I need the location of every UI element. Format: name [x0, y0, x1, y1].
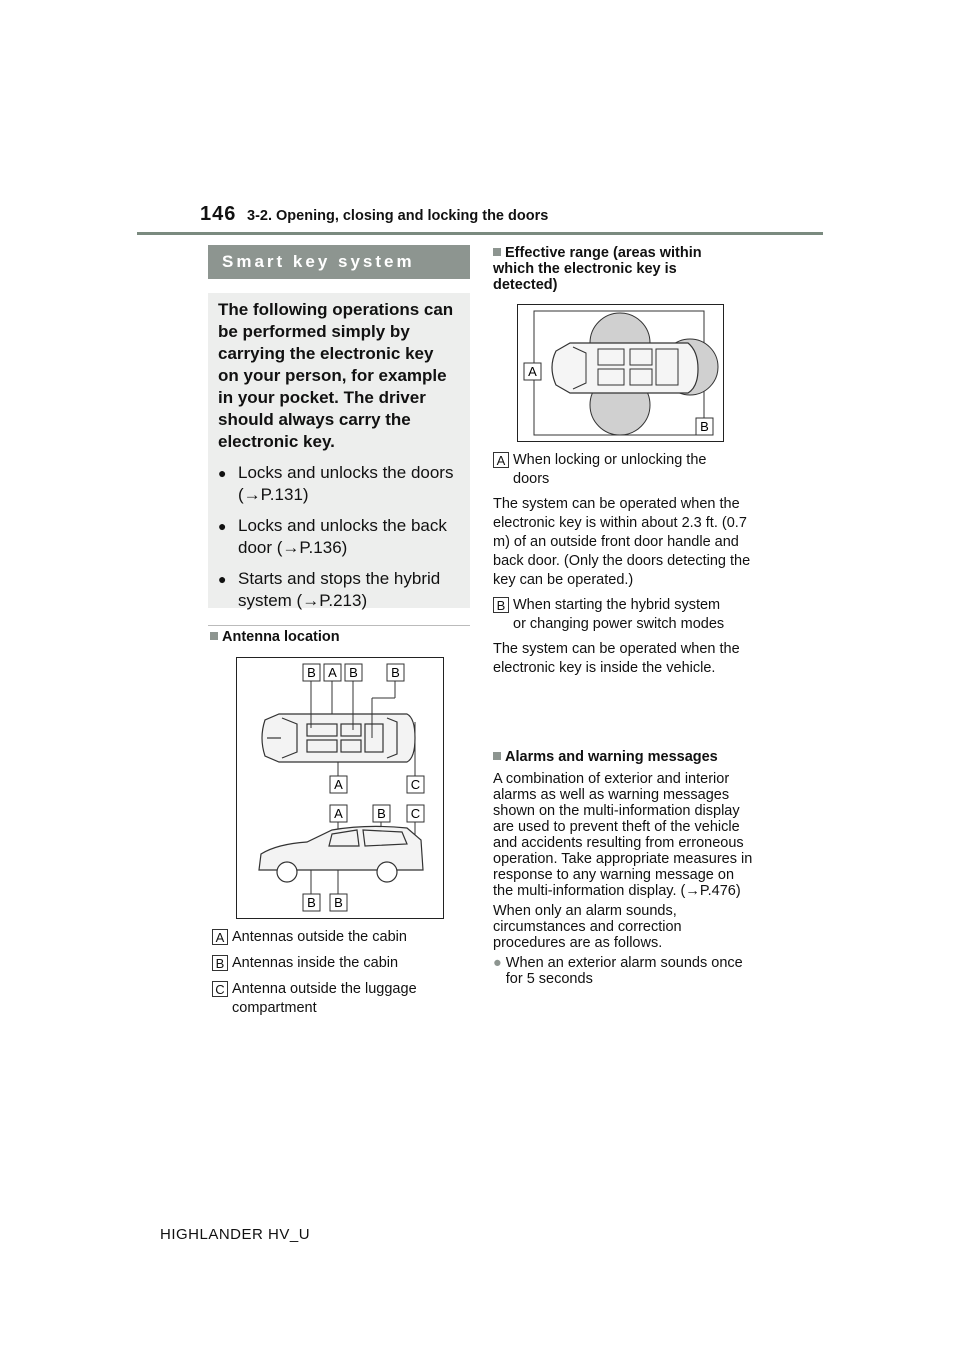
label-tag	[330, 776, 347, 793]
svg-text:A: A	[334, 806, 343, 821]
label-tag	[303, 894, 320, 911]
label-tag	[407, 805, 424, 822]
svg-text:B: B	[307, 895, 316, 910]
antenna-location-figure	[236, 657, 444, 919]
square-bullet-icon	[210, 632, 218, 640]
bullet-icon: ●	[218, 518, 227, 534]
bullet-icon: ●	[218, 571, 227, 587]
antenna-diagram	[237, 658, 443, 918]
bullet-text: Locks and unlocks the doors (→P.131)	[238, 463, 454, 504]
bullet-text: Starts and stops the hybrid system (→P.213)	[238, 569, 441, 610]
label-tag	[696, 418, 713, 435]
bullet-item	[218, 568, 458, 612]
page-number: 146	[200, 203, 237, 225]
label-tag: B	[493, 597, 509, 613]
label-tag	[330, 894, 347, 911]
label-tag	[345, 664, 362, 681]
legend-item	[212, 980, 472, 1018]
svg-text:B: B	[700, 419, 709, 434]
legend-text: When starting the hybrid system or changing power switch modes	[513, 597, 725, 632]
antenna-heading: Antenna location	[210, 630, 470, 645]
bullet-item	[218, 462, 458, 506]
svg-text:B: B	[391, 665, 400, 680]
legend-text: Antennas outside the cabin	[232, 929, 407, 945]
legend-text: When locking or unlocking the doors	[513, 452, 707, 487]
footer-model: HIGHLANDER HV_U	[160, 1226, 311, 1243]
paragraph: A combination of exterior and interior alarms as well as warning messages shown on the multi-information display are used to prevent theft of the vehicle and accidents resulting from erroneous operation. Take appropriate measures in response to any warning message on the multi-information display. (→P.476)	[493, 771, 753, 899]
svg-text:C: C	[410, 777, 421, 792]
svg-text:B: B	[377, 806, 386, 821]
range-heading: Effective range (areas within which the electronic key is detected)	[493, 245, 702, 293]
intro-box	[208, 293, 470, 608]
legend-text: Antenna outside the luggage compartment	[232, 981, 417, 1016]
paragraph: When only an alarm sounds, circumstances and correction procedures are as follows.	[493, 903, 682, 951]
label-tag	[303, 664, 320, 681]
bullet-item	[493, 955, 755, 987]
svg-text:A: A	[528, 364, 537, 379]
legend-item	[212, 928, 472, 947]
legend-item	[212, 954, 472, 973]
svg-text:B: B	[349, 665, 358, 680]
divider	[208, 625, 470, 626]
label-tag	[330, 805, 347, 822]
label-tag	[524, 363, 541, 380]
legend-item	[493, 451, 753, 489]
square-bullet-icon	[493, 752, 501, 760]
paragraph: The system can be operated when the electronic key is inside the vehicle.	[493, 641, 740, 676]
svg-text:B: B	[307, 665, 316, 680]
legend-item	[493, 596, 753, 634]
bullet-text: Locks and unlocks the back door (→P.136)	[238, 516, 447, 557]
intro-text: The following operations can be performed simply by carrying the electronic key on your person, for example in your pocket. The driver should always carry the electronic key.	[218, 300, 454, 451]
label-tag	[373, 805, 390, 822]
section-heading: Smart key system	[208, 245, 470, 279]
section-title: 3-2. Opening, closing and locking the doors	[247, 208, 549, 224]
label-tag: A	[493, 452, 509, 468]
bullet-item	[218, 515, 458, 559]
label-tag	[407, 776, 424, 793]
svg-text:A: A	[328, 665, 337, 680]
label-tag: C	[212, 981, 228, 997]
effective-range-figure	[517, 304, 724, 442]
label-tag: A	[212, 929, 228, 945]
legend-text: Antennas inside the cabin	[232, 955, 399, 971]
bullet-icon: ●	[218, 465, 227, 481]
square-bullet-icon	[493, 248, 501, 256]
range-diagram	[518, 305, 723, 441]
circle-bullet-icon: ●	[493, 955, 502, 971]
paragraph: The system can be operated when the electronic key is within about 2.3 ft. (0.7 m) of an outside front door handle and back door. (Only the doors detecting the key can be operated.)	[493, 496, 751, 588]
bullet-text: When an exterior alarm sounds once for 5 seconds	[505, 955, 743, 987]
label-tag	[387, 664, 404, 681]
label-tag: B	[212, 955, 228, 971]
label-tag	[324, 664, 341, 681]
alarm-heading: Alarms and warning messages	[493, 750, 753, 765]
svg-text:B: B	[334, 895, 343, 910]
svg-text:A: A	[334, 777, 343, 792]
svg-text:C: C	[410, 806, 421, 821]
header-rule	[137, 232, 823, 235]
